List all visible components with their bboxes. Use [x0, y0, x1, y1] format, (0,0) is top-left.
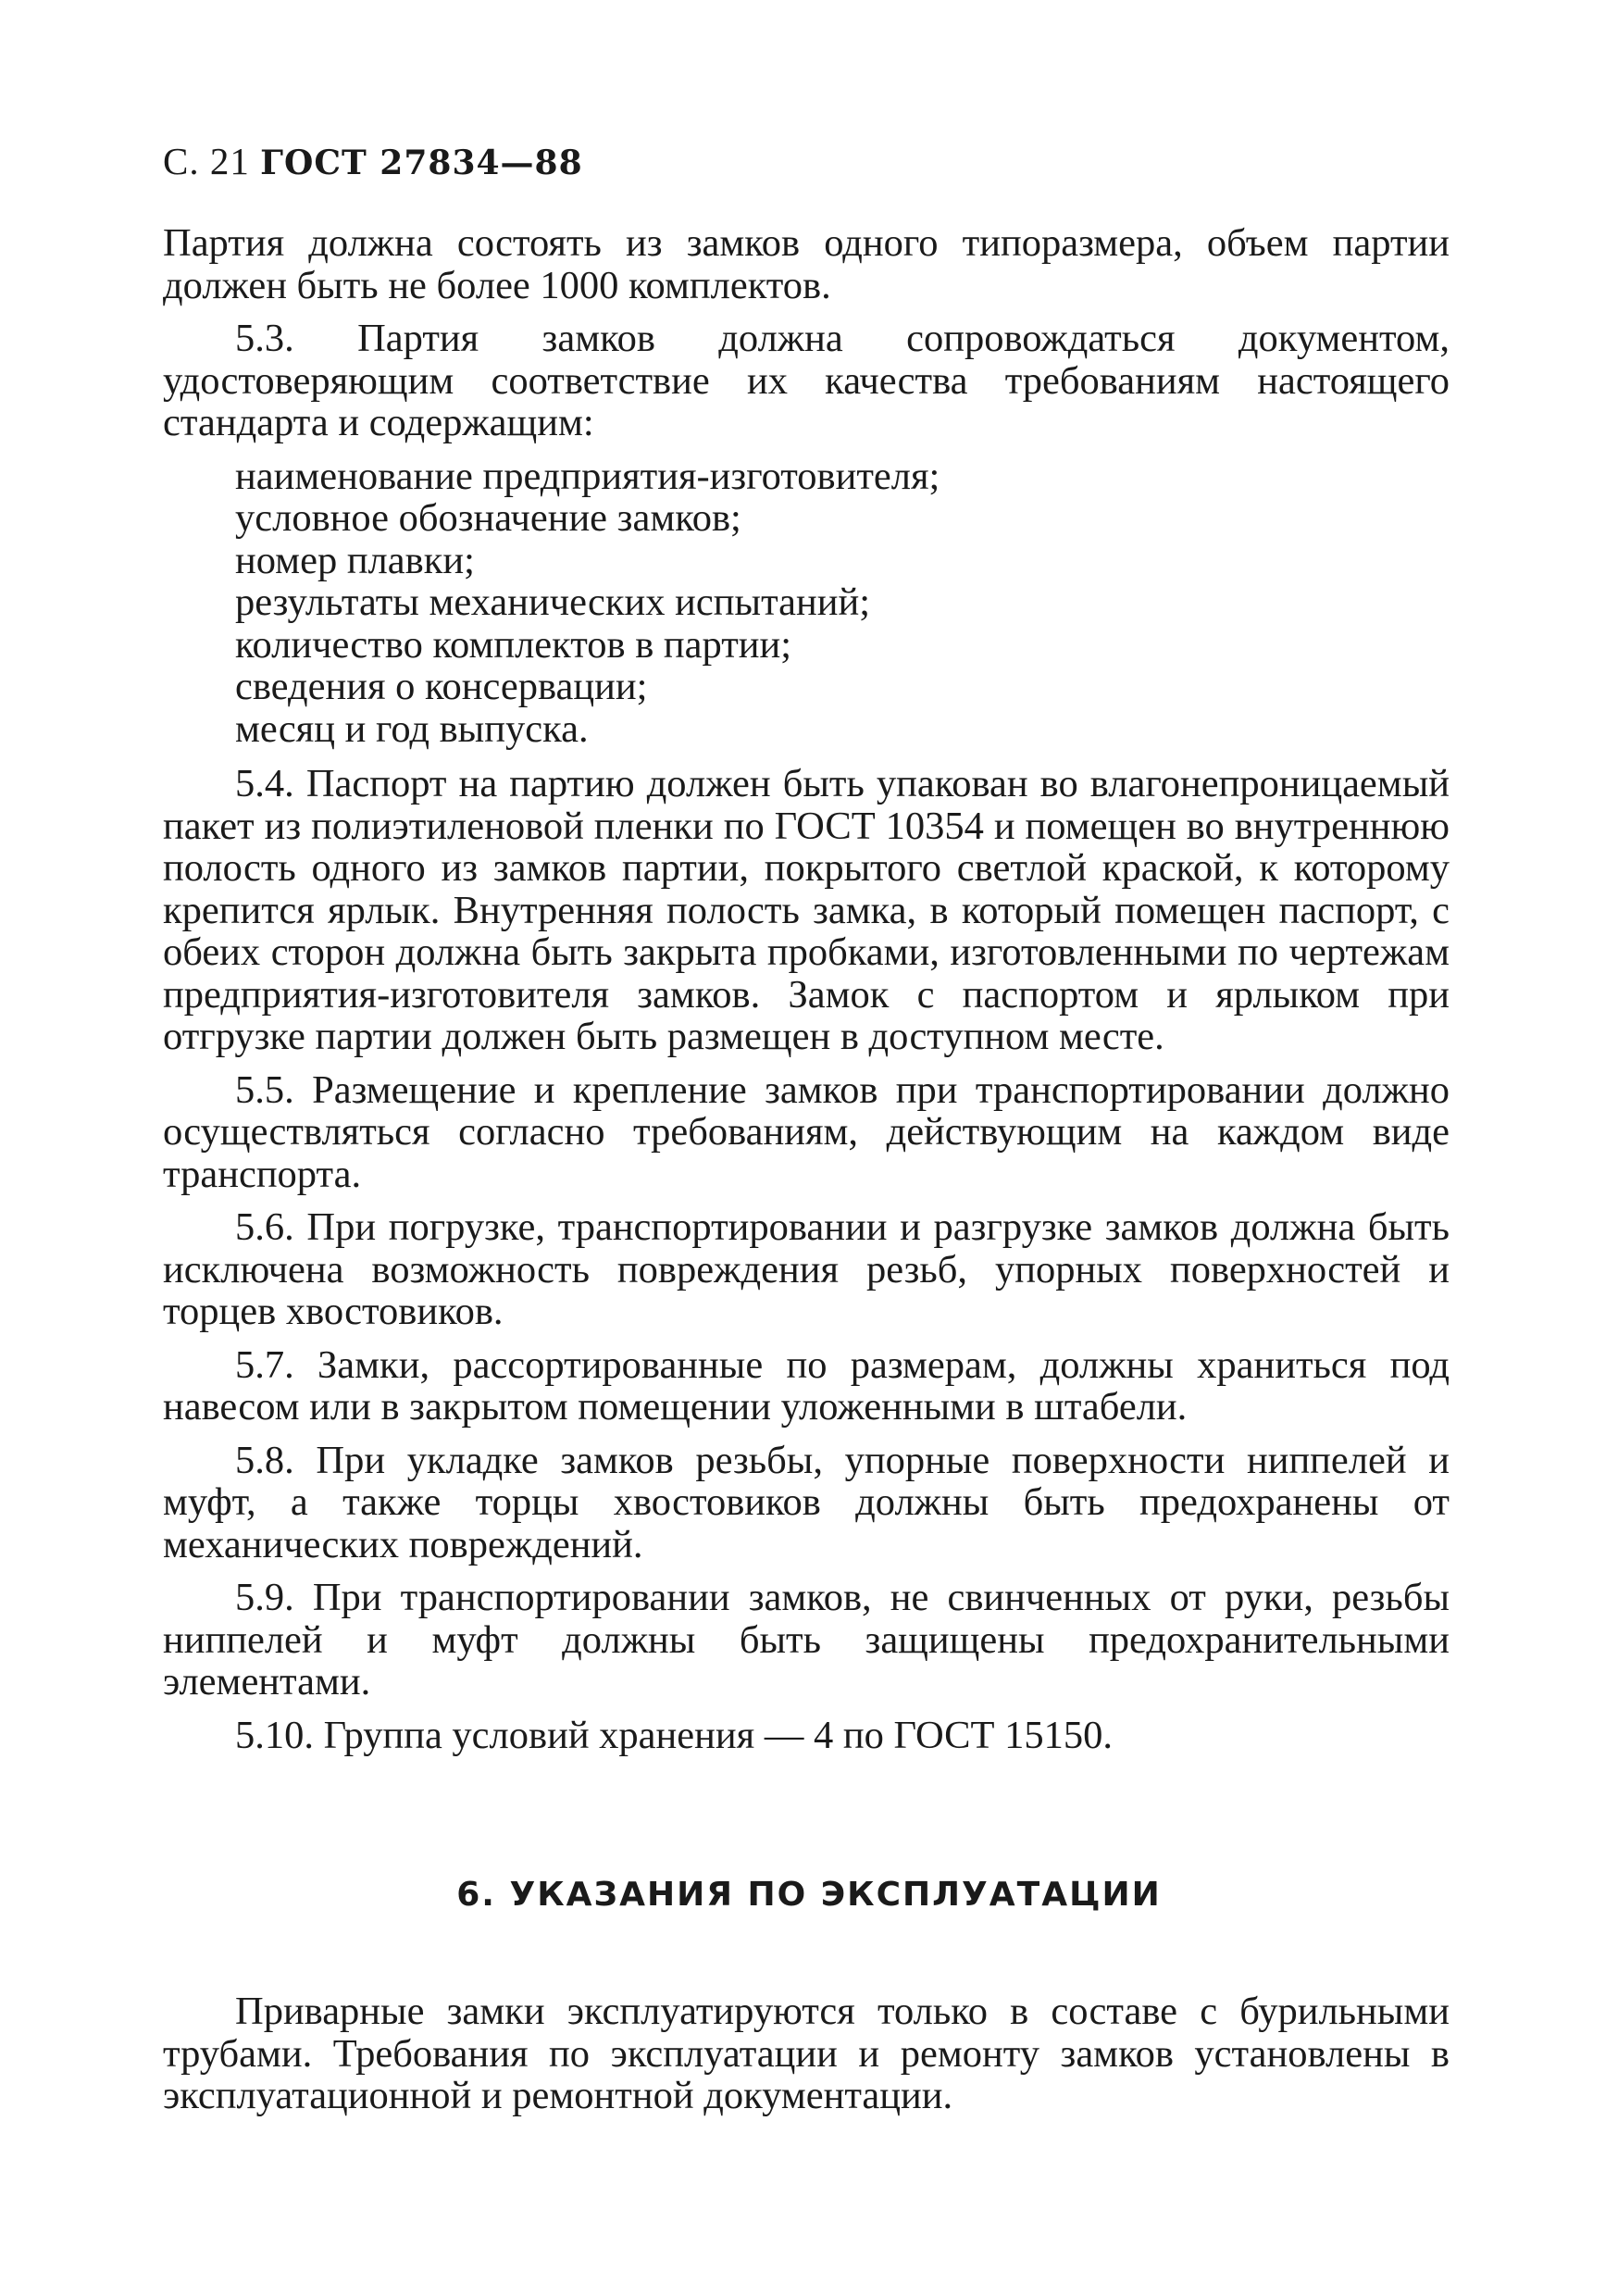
list-item: наименование предприятия-изготовителя; — [235, 454, 940, 498]
list-item: результаты механических испытаний; — [235, 580, 871, 624]
list-item: месяц и год выпуска. — [235, 706, 589, 751]
list-item: количество комплектов в партии; — [235, 622, 792, 667]
page-header — [163, 139, 583, 183]
standard-code: ГОСТ 27834—88 — [260, 144, 583, 182]
clause-5-7: 5.7. Замки, рассортированные по размерам, должны храниться под навесом или в закрытом помещении уложенными в штабели. — [163, 1342, 1450, 1429]
clause-5-6: 5.6. При погрузке, транспортировании и разгрузке замков должна быть исключена возможность повреждения резьб, упорных поверхностей и торцев хвостовиков. — [163, 1205, 1450, 1333]
document-body — [163, 222, 1450, 1767]
clause-5-3-list — [163, 455, 1450, 751]
section-6-paragraph: Приварные замки эксплуатируются только в составе с бурильными трубами. Требования по эксплуатации и ремонту замков установлены в эксплуатационной и ремонтной документации. — [163, 1990, 1450, 2117]
clause-5-4: 5.4. Паспорт на партию должен быть упакован во влагонепроницаемый пакет из полиэтиленовой пленки по ГОСТ 10354 и помещен во внутреннюю полость одного из замков партии, покрытого светлой краской, к которому крепится ярлык. Внутренняя полость замка, в который помещен паспорт, с обеих сторон должна быть закрыта пробками, изготовленными по чертежам предприятия-изготовителя замков. Замок с паспортом и ярлыком при отгрузке партии должен быть размещен в доступном месте. — [163, 762, 1450, 1058]
clause-5-10: 5.10. Группа условий хранения — 4 по ГОСТ 15150. — [235, 1713, 1113, 1757]
page-number: С. 21 — [163, 140, 250, 182]
intro-paragraph: Партия должна состоять из замков одного типоразмера, объем партии должен быть не более 1000 комплектов. — [163, 221, 1450, 307]
list-item: сведения о консервации; — [235, 665, 648, 708]
list-item: условное обозначение замков; — [235, 496, 741, 540]
section-6-body — [163, 1990, 1450, 2128]
clause-5-3: 5.3. Партия замков должна сопровождаться документом, удостоверяющим соответствие их качества требованиям настоящего стандарта и содержащим: — [163, 317, 1450, 444]
clause-5-9: 5.9. При транспортировании замков, не свинченных от руки, резьбы ниппелей и муфт должны быть защищены предохранительными элементами. — [163, 1576, 1450, 1703]
list-item: номер плавки; — [235, 538, 475, 582]
clause-5-8: 5.8. При укладке замков резьбы, упорные поверхности ниппелей и муфт, а также торцы хвостовиков должны быть предохранены от механических повреждений. — [163, 1438, 1450, 1566]
section-heading: 6. УКАЗАНИЯ ПО ЭКСПЛУАТАЦИИ — [456, 1876, 1162, 1914]
clause-5-5: 5.5. Размещение и крепление замков при транспортировании должно осуществляться согласно требованиям, действующим на каждом виде транспорта. — [163, 1067, 1450, 1196]
